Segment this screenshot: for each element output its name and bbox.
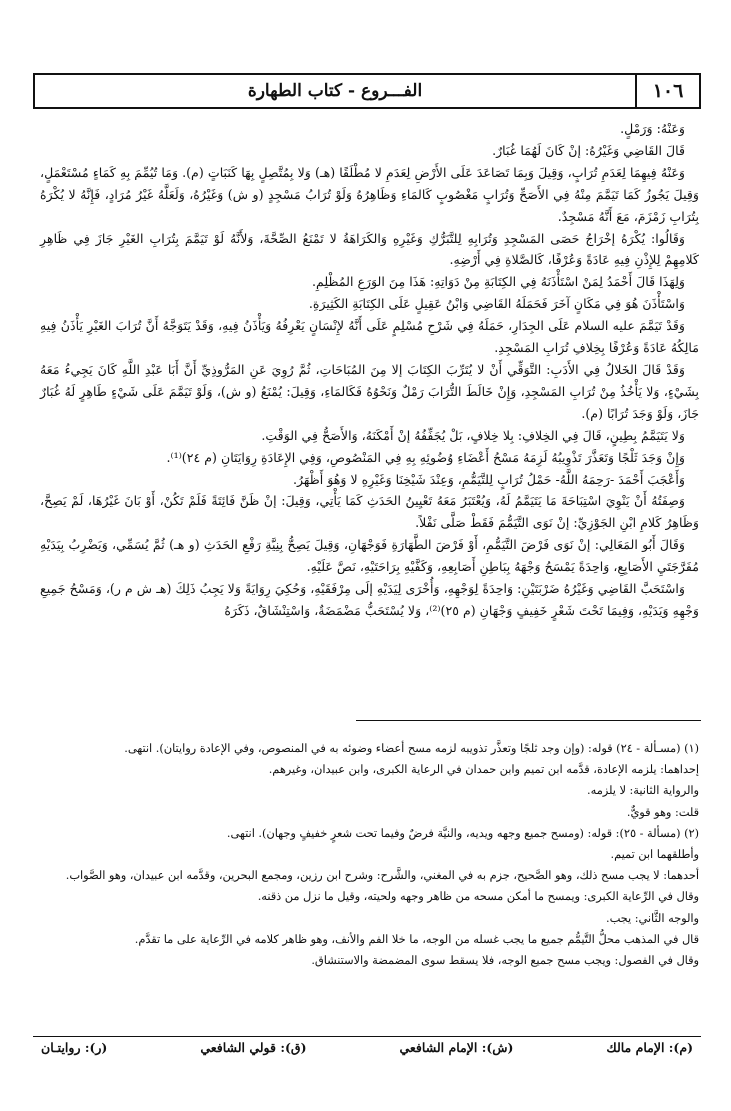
footnote-line: إحداهما: يلزمه الإعادة، قدَّمه ابن تميم وابن حمدان في الرعاية الكبرى، وابن عبيدان، وغيرهم.	[268, 763, 699, 777]
footnote-line: قلت: وهو قويٌّ.	[626, 805, 699, 819]
paragraph: وَاسْتَأْذَنَ هُوَ فِي مَكَانٍ آخَرَ فَحَمَلَهُ القَاضِي وَابْنُ عَقِيلٍ عَلَى الكِتَابَةِ الكَثِيرَةِ.	[308, 296, 685, 312]
footnote-divider	[356, 720, 701, 721]
footnote-line: والوجه الثَّاني: يجب.	[605, 911, 699, 925]
paragraph: وَصِفَتُهُ أَنْ يَنْوِيَ اسْتِبَاحَةَ مَا يَتَيَمَّمُ لَهُ، وَيُعْتَبَرُ مَعَهُ تَعْيِينُ الحَدَثِ كَمَا يَأْتِي، وَقِيلَ: إنْ ظَنَّ فَائِتَةً فَلَمْ تَكُنْ، أَوْ بَانَ غَيْرُهَا، لَمْ يَصِحَّ، وَظَاهِرُ كَلامِ ابْنِ الجَوْزِيِّ: إنْ نَوَى التَّيَمُّمَ فَقَطْ صَلَّى نَفْلاً.	[40, 493, 699, 531]
paragraph: وَلِهَذَا قَالَ أَحْمَدُ لِمَنْ اسْتَأْذَنَهُ فِي الكِتَابَةِ مِنْ دَوَاتِهِ: هَذَا مِنَ الوَرَعِ المُظْلِمِ.	[311, 274, 685, 290]
main-text	[40, 118, 699, 622]
abbreviation-legend	[33, 1040, 701, 1055]
footnote-line: قال في المذهب محلُّ التَّيمُّم جميع ما يجب غسله من الوجه، ما خلا الفم والأنف، وهو ظاهر كلامه في الرِّعاية على ما تقدَّم.	[134, 932, 699, 946]
legend-item: (ر): روايتـان	[41, 1040, 108, 1055]
paragraph: وَإِنْ وَجَدَ ثَلْجًا وَتَعَذَّرَ تَذْوِيبُهُ لَزِمَهُ مَسْحُ أَعْضَاءِ وُضُوئِهِ بِهِ فِي المَنْصُوصِ، وَفِي الإِعَادَةِ رِوَايَتَانِ (م ٢٤)⁽¹⁾.	[166, 449, 685, 465]
paragraph: وَقَدْ تَيَمَّمَ عليه السلام عَلَى الجِدَارِ، حَمَلَهُ فِي شَرْحِ مُسْلِمٍ عَلَى أَنَّهُ لإِنْسَانٍ يَعْرِفُهُ وَيَأْذَنُ فِيهِ، وَقَدْ يَتَوَجَّهُ أَنَّ تُرَابَ الغَيْرِ يَأْذَنُ فِيهِ مَالِكُهُ عَادَةً وَعُرْفًا بِخِلافِ تُرَابِ المَسْجِدِ.	[40, 318, 699, 356]
paragraph: وَأَعْجَبَ أَحْمَدَ -رَحِمَهُ اللَّهُ- حَمْلُ تُرَابٍ لِلتَّيَمُّمِ، وَعِنْدَ شَيْخِنَا وَغَيْرِهِ لا وَهُوَ أَظْهَرُ.	[292, 471, 685, 487]
footnote-line: وقال في الرِّعاية الكبرى: ويمسح ما أمكن مسحه من ظاهر وجهه ولحيته، وقيل ما نزل من ذقنه.	[257, 890, 699, 904]
footnote-line: (١) (مسـألة - ٢٤) قوله: (وإن وجد ثلجًا وتعذَّر تذويبه لزمه مسح أعضاء وضوئه به في المنصوص، وفي الإعادة روايتان). انتهى.	[124, 742, 699, 755]
page-header	[33, 73, 701, 109]
footnote-line: والرواية الثانية: لا يلزمه.	[587, 784, 699, 798]
paragraph: وَقَالَ أَبُو المَعَالِي: إنْ نَوَى فَرْضَ التَّيَمُّمِ، أَوْ فَرْضَ الطَّهَارَةِ فَوَجْهَانِ، وَقِيلَ يَصِحُّ بِنِيَّةِ رَفْعِ الحَدَثِ (و هـ) ثُمَّ يُسَمِّي، وَيَضْرِبُ بِيَدَيْهِ مُفَرَّجَتَيِ الأَصَابِعِ، وَاحِدَةً يَمْسَحُ وَجْهَهُ بِبَاطِنِ أَصَابِعِهِ، وَكَفَّيْهِ بِرَاحَتَيْهِ، نَصَّ عَلَيْهِ.	[40, 537, 699, 575]
footnotes	[40, 738, 699, 971]
footer-divider	[33, 1036, 701, 1037]
footnote-line: أحدهما: لا يجب مسح ذلك، وهو الصَّحيح، جزم به في المغني، والشَّرح: وشرح ابن رزين، ومجمع البحرين، وقدَّمه ابن عبيدان، وهو الصَّواب.	[65, 869, 699, 883]
footnote-line: (٢) (مسألة - ٢٥): قوله: (ومسح جميع وجهه ويديه، والنيَّة فرضٌ وفيما تحت شعرٍ خفيفٍ وجهان). انتهى.	[226, 826, 699, 840]
legend-item: (م): الإمام مالك	[606, 1040, 693, 1055]
page-number: ١٠٦	[635, 75, 699, 107]
paragraph: وَقَالُوا: يُكْرَهُ إخْرَاجُ حَصَى المَسْجِدِ وَتُرَابِهِ لِلتَّبَرُّكِ وَغَيْرِهِ وَالكَرَاهَةُ لا تَمْنَعُ الصِّحَّةَ، وَلأَنَّهُ لَوْ تَيَمَّمَ بِتُرَابِ الغَيْرِ جَازَ فِي ظَاهِرِ كَلامِهِمْ لِلإِذْنِ فِيهِ عَادَةً وَعُرْفًا، كَالصَّلاةِ فِي أَرْضِهِ.	[40, 230, 699, 268]
legend-item: (ق): قولي الشافعي	[200, 1040, 307, 1055]
footnote-line: وقال في الفصول: ويجب مسح جميع الوجه، فلا يسقط سوى المضمضة والاستنشاق.	[311, 954, 699, 968]
page-title: الفـــروع - كتاب الطهارة	[247, 81, 423, 101]
paragraph: وَلا يَتَيَمَّمُ بِطِينٍ، قَالَ فِي الخِلافِ: بِلا خِلافٍ، بَلْ يُجَفِّفُهُ إنْ أَمْكَنَهُ، وَالأَصَحُّ فِي الوَقْتِ.	[261, 427, 685, 443]
paragraph: وَعَنْهُ فِيهِمَا لِعَدَمِ تُرَابٍ، وَقِيلَ وَبِمَا تَصَاعَدَ عَلَى الأَرْضِ لِعَدَمِ لا مُطْلَقًا (هـ) وَلا بِمُتَّصِلٍ بِهَا كَنَبَاتٍ (م). وَمَا تُيُمِّمَ بِهِ كَمَاءٍ مُسْتَعْمَلٍ، وَقِيلَ يَجُوزُ كَمَا تَيَمَّمَ مِنْهُ فِي الأَصَحِّ وَتُرَابٍ مَغْصُوبٍ كَالمَاءِ وَظَاهِرُهُ وَلَوْ تُرَابُ مَسْجِدٍ (و ش) وَغَيْرُهُ، وَلَعَلَّهُ غَيْرُ مُرَادٍ، فَإِنَّهُ لا يُكْرَهُ بِتُرَابِ زَمْزَمَ، مَعَ أَنَّهُ مَسْجِدٌ.	[40, 164, 699, 224]
footnote-line: وأطلقهما ابن تميم.	[610, 848, 699, 862]
paragraph: وَعَنْهُ: وَرَمْلٍ.	[620, 121, 685, 136]
legend-item: (ش): الإمام الشافعي	[399, 1040, 514, 1055]
paragraph: وَقَدْ قَالَ الخَلالُ فِي الأَدَبِ: التَّوَقِّي أَنْ لا يُتَرِّبَ الكِتَابَ إلا مِنَ المُبَاحَاتِ، ثُمَّ رُوِيَ عَنِ المَرُّوذِيِّ أَنَّ أَبَا عَبْدِ اللَّهِ كَانَ يَجِيءُ مَعَهُ بِشَيْءٍ، وَلا يَأْخُذُ مِنْ تُرَابِ المَسْجِدِ، وَإِنْ خَالَطَ التُّرَابَ رَمْلٌ وَنَحْوُهُ فَكَالمَاءِ، وَقِيلَ: يُمْنَعُ (و ش)، وَلَوْ تَيَمَّمَ عَلَى شَيْءٍ طَاهِرٍ لَهُ غُبَارٌ جَازَ، وَلَوْ وَجَدَ تُرَابًا (م).	[40, 361, 699, 421]
paragraph: قَالَ القَاضِي وَغَيْرُهُ: إنْ كَانَ لَهُمَا غُبَارٌ.	[492, 142, 685, 158]
paragraph: وَاسْتَحَبَّ القَاضِي وَغَيْرُهُ ضَرْبَتَيْنِ: وَاحِدَةً لِوَجْهِهِ، وَأُخْرَى لِيَدَيْهِ إلَى مِرْفَقَيْهِ، وَحُكِيَ رِوَايَةً وَلا يَجِبُ ذَلِكَ (هـ ش م ر)، وَمَسْحُ جَمِيعِ وَجْهِهِ وَيَدَيْهِ، وَفِيمَا تَحْتَ شَعْرٍ خَفِيفٍ وَجْهَانِ (م ٢٥)⁽²⁾، وَلا يُسْتَحَبُّ مَضْمَضَةٌ، وَاسْتِنْشَاقٌ، ذَكَرَهُ	[40, 581, 699, 618]
